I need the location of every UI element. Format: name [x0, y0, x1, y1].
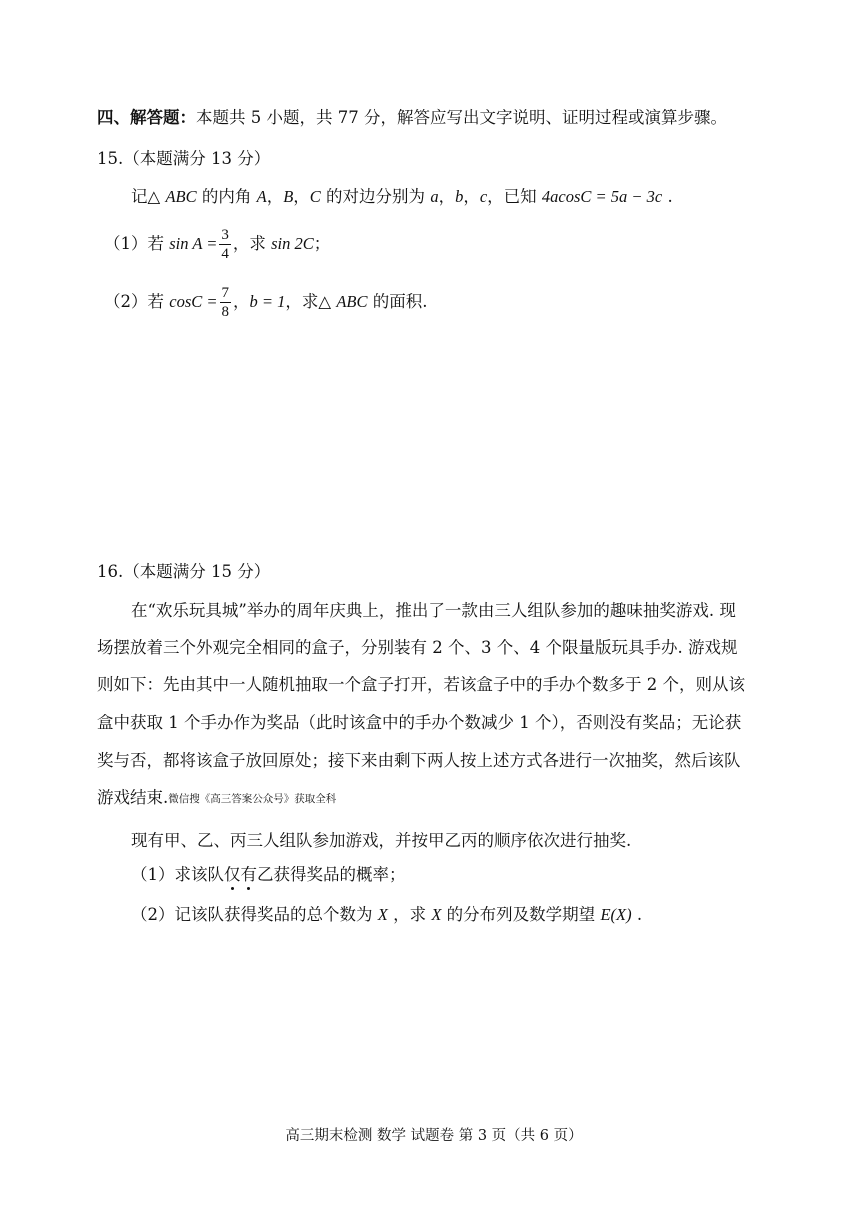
- q16-header: 16.（本题满分 15 分）: [97, 562, 271, 581]
- q15-separator: ，: [266, 187, 284, 206]
- fraction-numerator: 7: [221, 285, 230, 301]
- q16-part2-end: .: [631, 905, 643, 924]
- q15-angle-a: A: [256, 187, 267, 206]
- q15-triangle-name: ABC: [336, 292, 368, 311]
- q16-part2-text: （2）记该队获得奖品的总个数为: [131, 905, 378, 924]
- section-heading: [97, 107, 727, 129]
- q15-part1-fraction: [219, 226, 231, 263]
- emphasis-char: 仅: [224, 865, 241, 884]
- emphasis-char: 有: [240, 865, 257, 884]
- q15-stem-text: 记△: [131, 187, 166, 206]
- q15-stem-text: 的内角: [196, 187, 257, 206]
- q15-condition-equation: 4acosC = 5a − 3c: [541, 187, 663, 206]
- q15-part1-end: ；: [313, 234, 331, 253]
- q15-angle-b: B: [283, 187, 294, 206]
- q15-part2-condition: b = 1: [249, 292, 286, 311]
- q16-line-6: [97, 787, 336, 810]
- q15-separator: ，: [463, 187, 480, 206]
- q16-part2: [131, 904, 642, 926]
- q16-variable-x: X: [377, 905, 388, 924]
- q15-side-b: b: [455, 187, 464, 206]
- q16-part1-text: （1）求该队: [131, 865, 224, 884]
- q15-part2-lhs: cosC =: [169, 292, 218, 311]
- q16-line-1: 在“欢乐玩具城”举办的周年庆典上，推出了一款由三人组队参加的趣味抽奖游戏. 现: [131, 601, 736, 620]
- fraction-denominator: 8: [221, 304, 230, 320]
- q15-part1: [104, 224, 330, 264]
- fraction-denominator: 4: [221, 246, 229, 262]
- q15-part2: [104, 282, 428, 322]
- q15-separator: ，: [438, 187, 456, 206]
- q15-stem-text: ，已知: [487, 187, 542, 206]
- q16-variable-x: X: [431, 905, 442, 924]
- q15-side-c: c: [479, 187, 488, 206]
- q16-part2-text: 的分布列及数学期望: [441, 905, 601, 924]
- q15-part1-lhs: sin A =: [169, 234, 218, 253]
- watermark-note: 微信搜《高三答案公众号》获取全科: [168, 793, 337, 805]
- fraction-numerator: 3: [221, 227, 229, 243]
- q16-line-2: 场摆放着三个外观完全相同的盒子，分别装有 2 个、3 个、4 个限量版玩具手办. 游戏规: [97, 638, 738, 657]
- q15-part1-text: ，求: [232, 234, 272, 253]
- section-title: 四、解答题：: [97, 108, 196, 127]
- q16-part2-text: ，求: [387, 905, 432, 924]
- q15-part2-text: ，: [233, 292, 250, 311]
- q15-stem: [131, 186, 673, 208]
- q16-line-3: 则如下：先由其中一人随机抽取一个盒子打开，若该盒子中的手办个数多于 2 个，则从该: [97, 675, 745, 694]
- q15-separator: ，: [293, 187, 310, 206]
- q15-side-a: a: [430, 187, 439, 206]
- q15-triangle-name: ABC: [165, 187, 197, 206]
- q16-line-7: 现有甲、乙、丙三人组队参加游戏，并按甲乙丙的顺序依次进行抽奖.: [131, 831, 632, 850]
- q15-header: 15.（本题满分 13 分）: [97, 149, 271, 168]
- q16-line-5: 奖与否，都将该盒子放回原处；接下来由剩下两人按上述方式各进行一次抽奖，然后该队: [97, 751, 741, 770]
- q15-part2-fraction: [220, 284, 232, 321]
- section-description: 本题共 5 小题，共 77 分，解答应写出文字说明、证明过程或演算步骤。: [196, 108, 727, 127]
- q15-part1-label: （1）若: [104, 234, 170, 253]
- q16-line-4: 盒中获取 1 个手办作为奖品（此时该盒中的手办个数减少 1 个），否则没有奖品；无论获: [97, 713, 742, 732]
- q16-expectation: E(X): [600, 905, 632, 924]
- q16-part1-text: 乙获得奖品的概率；: [257, 865, 406, 884]
- q16-line-6-text: 游戏结束.: [97, 788, 169, 807]
- q16-part1: [131, 864, 406, 886]
- q15-stem-text: 的对边分别为: [320, 187, 431, 206]
- q15-part2-text: ，求△: [285, 292, 337, 311]
- page-footer: 高三期末检测 数学 试题卷 第 3 页（共 6 页）: [285, 1128, 583, 1144]
- q15-part1-target: sin 2C: [271, 234, 314, 253]
- q15-part2-label: （2）若: [104, 292, 170, 311]
- q15-part2-end: 的面积.: [367, 292, 428, 311]
- q15-stem-end: .: [662, 187, 673, 206]
- q15-angle-c: C: [309, 187, 321, 206]
